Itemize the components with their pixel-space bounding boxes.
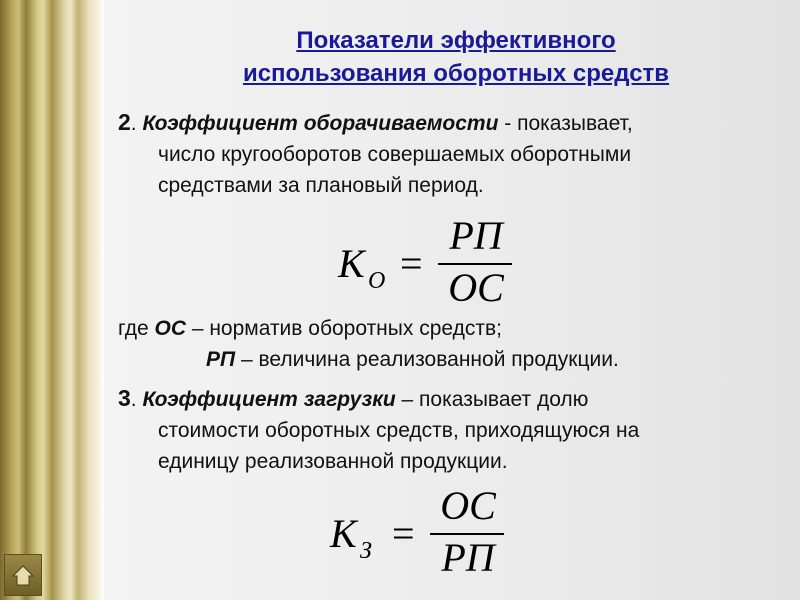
item-3-paragraph: [118, 383, 788, 477]
item-text: средствами за плановый период.: [158, 174, 484, 197]
formula-turnover-ratio: [338, 213, 518, 310]
item-text: стоимости оборотных средств, приходящуюся на: [158, 419, 640, 442]
item-text: - показывает,: [498, 112, 633, 135]
item-text: единицу реализованной продукции.: [158, 450, 508, 473]
item-number: 2: [118, 109, 131, 135]
term-load-ratio: Коэффициент загрузки: [142, 388, 396, 411]
stripe: [26, 0, 52, 600]
stripe: [52, 0, 78, 600]
slide-title: [110, 24, 800, 90]
item-number: 3: [118, 385, 131, 411]
title-line-2: использования оборотных средств: [242, 60, 670, 87]
formula-equals: =: [392, 511, 415, 556]
item-2-paragraph: [118, 107, 788, 201]
decorative-stripes: [0, 0, 104, 600]
item-dot: .: [130, 112, 143, 135]
formula-denominator: РП: [441, 535, 495, 580]
formula-numerator: ОС: [440, 483, 496, 528]
stripe: [78, 0, 104, 600]
formula-subscript: О: [368, 268, 386, 294]
term-rp: РП: [206, 348, 236, 371]
home-button[interactable]: [4, 554, 42, 596]
formula-symbol: К: [338, 241, 365, 286]
item-text: число кругооборотов совершаемых оборотными: [158, 143, 632, 166]
term-turnover-ratio: Коэффициент оборачиваемости: [142, 112, 499, 135]
title-line-1: Показатели эффективного: [296, 27, 616, 54]
formula-subscript: З: [360, 538, 372, 564]
definitions-paragraph: [118, 313, 788, 375]
formula-symbol: К: [330, 511, 357, 556]
where-prefix: где: [118, 317, 155, 340]
formula-equals: =: [400, 241, 423, 286]
term-oc: ОС: [154, 317, 186, 340]
formula-denominator: ОС: [448, 265, 504, 310]
formula-numerator: РП: [449, 213, 503, 258]
item-dot: .: [130, 388, 143, 411]
item-text: – показывает долю: [395, 388, 589, 411]
rp-definition: – величина реализованной продукции.: [235, 348, 619, 371]
oc-definition: – норматив оборотных средств;: [185, 317, 502, 340]
stripe: [0, 0, 26, 600]
home-icon: [11, 563, 35, 587]
formula-load-ratio: [330, 483, 510, 588]
